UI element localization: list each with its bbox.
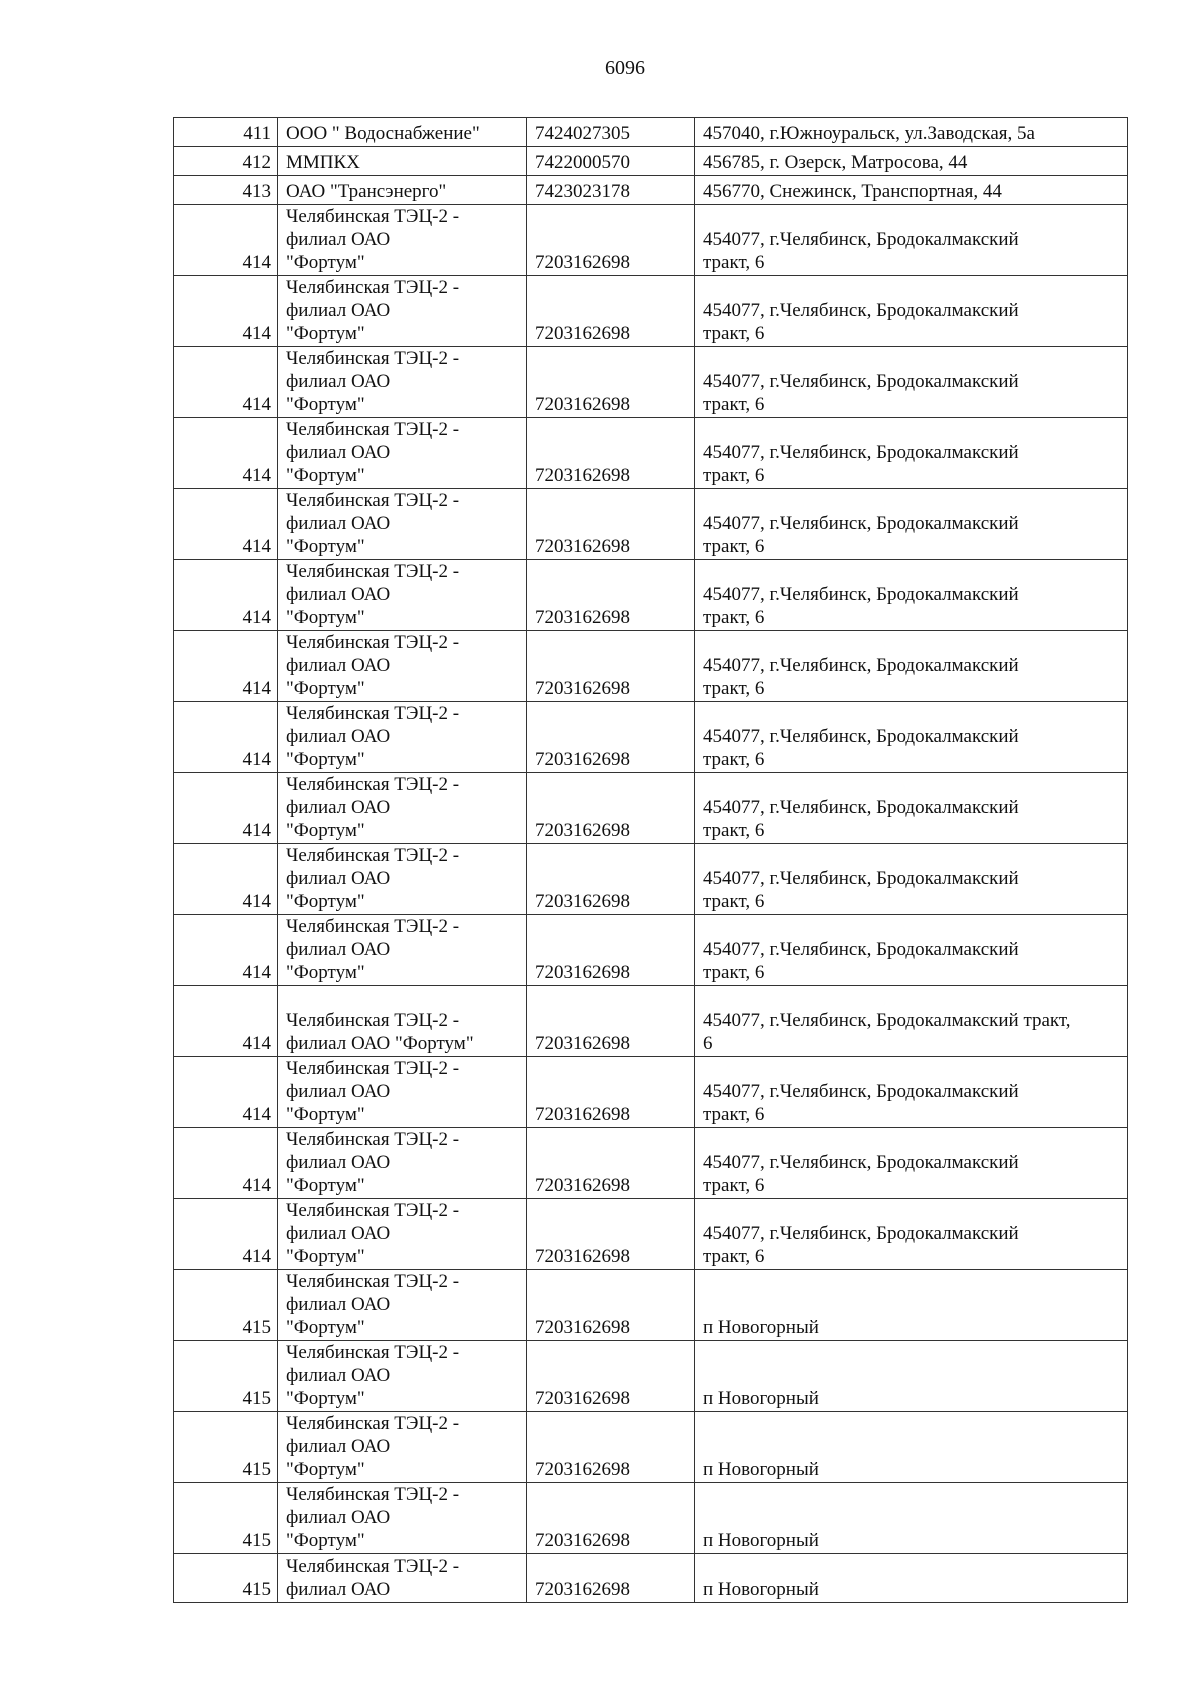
row-number: 414 [174, 276, 278, 347]
row-number: 414 [174, 773, 278, 844]
table-row [174, 1554, 1128, 1603]
organization-name: Челябинская ТЭЦ-2 - филиал ОАО "Фортум" [278, 276, 527, 347]
registry-table [173, 117, 1128, 1603]
table-row [174, 1057, 1128, 1128]
row-number: 415 [174, 1341, 278, 1412]
inn-code: 7422000570 [527, 147, 695, 176]
organization-name: ООО " Водоснабжение" [278, 118, 527, 147]
table-row [174, 205, 1128, 276]
table-row [174, 147, 1128, 176]
inn-code: 7203162698 [527, 1128, 695, 1199]
address: п Новогорный [695, 1483, 1128, 1554]
row-number: 414 [174, 915, 278, 986]
address: 454077, г.Челябинск, Бродокалмакский тракт, 6 [695, 915, 1128, 986]
row-number: 415 [174, 1270, 278, 1341]
inn-code: 7203162698 [527, 1199, 695, 1270]
row-number: 413 [174, 176, 278, 205]
table-row [174, 844, 1128, 915]
organization-name: Челябинская ТЭЦ-2 - филиал ОАО "Фортум" [278, 986, 527, 1057]
inn-code: 7203162698 [527, 844, 695, 915]
table-row [174, 702, 1128, 773]
row-number: 414 [174, 418, 278, 489]
address: 454077, г.Челябинск, Бродокалмакский тракт, 6 [695, 489, 1128, 560]
row-number: 414 [174, 702, 278, 773]
inn-code: 7203162698 [527, 1270, 695, 1341]
address: 454077, г.Челябинск, Бродокалмакский тракт, 6 [695, 276, 1128, 347]
row-number: 414 [174, 631, 278, 702]
table-row [174, 276, 1128, 347]
address: 454077, г.Челябинск, Бродокалмакский тракт, 6 [695, 702, 1128, 773]
address: 454077, г.Челябинск, Бродокалмакский тракт, 6 [695, 418, 1128, 489]
organization-name: Челябинская ТЭЦ-2 - филиал ОАО "Фортум" [278, 1128, 527, 1199]
inn-code: 7203162698 [527, 489, 695, 560]
table-row [174, 489, 1128, 560]
organization-name: Челябинская ТЭЦ-2 - филиал ОАО "Фортум" [278, 844, 527, 915]
address: п Новогорный [695, 1412, 1128, 1483]
address: п Новогорный [695, 1270, 1128, 1341]
address: 454077, г.Челябинск, Бродокалмакский тракт, 6 [695, 631, 1128, 702]
table-row [174, 1341, 1128, 1412]
organization-name: Челябинская ТЭЦ-2 - филиал ОАО "Фортум" [278, 631, 527, 702]
row-number: 414 [174, 986, 278, 1057]
organization-name: Челябинская ТЭЦ-2 - филиал ОАО "Фортум" [278, 1483, 527, 1554]
inn-code: 7203162698 [527, 1057, 695, 1128]
organization-name: Челябинская ТЭЦ-2 - филиал ОАО "Фортум" [278, 205, 527, 276]
inn-code: 7424027305 [527, 118, 695, 147]
address: 454077, г.Челябинск, Бродокалмакский тракт, 6 [695, 844, 1128, 915]
inn-code: 7203162698 [527, 773, 695, 844]
inn-code: 7203162698 [527, 347, 695, 418]
row-number: 414 [174, 1057, 278, 1128]
inn-code: 7203162698 [527, 205, 695, 276]
row-number: 414 [174, 489, 278, 560]
row-number: 414 [174, 347, 278, 418]
row-number: 414 [174, 1128, 278, 1199]
table-row [174, 986, 1128, 1057]
organization-name: Челябинская ТЭЦ-2 - филиал ОАО "Фортум" [278, 347, 527, 418]
table-row [174, 176, 1128, 205]
inn-code: 7203162698 [527, 276, 695, 347]
organization-name: Челябинская ТЭЦ-2 - филиал ОАО "Фортум" [278, 1270, 527, 1341]
organization-name: Челябинская ТЭЦ-2 - филиал ОАО "Фортум" [278, 418, 527, 489]
table-row [174, 118, 1128, 147]
address: п Новогорный [695, 1341, 1128, 1412]
address: 457040, г.Южноуральск, ул.Заводская, 5а [695, 118, 1128, 147]
table-row [174, 347, 1128, 418]
inn-code: 7203162698 [527, 631, 695, 702]
row-number: 414 [174, 1199, 278, 1270]
organization-name: Челябинская ТЭЦ-2 - филиал ОАО "Фортум" [278, 915, 527, 986]
row-number: 412 [174, 147, 278, 176]
table-row [174, 560, 1128, 631]
organization-name: Челябинская ТЭЦ-2 - филиал ОАО "Фортум" [278, 1341, 527, 1412]
organization-name: Челябинская ТЭЦ-2 - филиал ОАО [278, 1554, 527, 1603]
table-row [174, 1412, 1128, 1483]
address: 454077, г.Челябинск, Бродокалмакский тракт, 6 [695, 1128, 1128, 1199]
organization-name: Челябинская ТЭЦ-2 - филиал ОАО "Фортум" [278, 489, 527, 560]
table-row [174, 1270, 1128, 1341]
row-number: 414 [174, 205, 278, 276]
row-number: 415 [174, 1554, 278, 1603]
address: 454077, г.Челябинск, Бродокалмакский тракт, 6 [695, 773, 1128, 844]
inn-code: 7203162698 [527, 1554, 695, 1603]
inn-code: 7203162698 [527, 560, 695, 631]
inn-code: 7203162698 [527, 702, 695, 773]
address: 456770, Снежинск, Транспортная, 44 [695, 176, 1128, 205]
row-number: 414 [174, 560, 278, 631]
table-row [174, 915, 1128, 986]
organization-name: ММПКХ [278, 147, 527, 176]
row-number: 415 [174, 1412, 278, 1483]
table-row [174, 418, 1128, 489]
inn-code: 7203162698 [527, 915, 695, 986]
organization-name: ОАО "Трансэнерго" [278, 176, 527, 205]
inn-code: 7423023178 [527, 176, 695, 205]
table-row [174, 1128, 1128, 1199]
address: 456785, г. Озерск, Матросова, 44 [695, 147, 1128, 176]
address: 454077, г.Челябинск, Бродокалмакский тракт, 6 [695, 205, 1128, 276]
address: 454077, г.Челябинск, Бродокалмакский тракт, 6 [695, 1199, 1128, 1270]
organization-name: Челябинская ТЭЦ-2 - филиал ОАО "Фортум" [278, 560, 527, 631]
organization-name: Челябинская ТЭЦ-2 - филиал ОАО "Фортум" [278, 1199, 527, 1270]
table-row [174, 773, 1128, 844]
address: 454077, г.Челябинск, Бродокалмакский тракт, 6 [695, 347, 1128, 418]
address: 454077, г.Челябинск, Бродокалмакский тракт, 6 [695, 1057, 1128, 1128]
table-row [174, 1483, 1128, 1554]
table-row [174, 1199, 1128, 1270]
organization-name: Челябинская ТЭЦ-2 - филиал ОАО "Фортум" [278, 1412, 527, 1483]
inn-code: 7203162698 [527, 1341, 695, 1412]
row-number: 411 [174, 118, 278, 147]
table-row [174, 631, 1128, 702]
organization-name: Челябинская ТЭЦ-2 - филиал ОАО "Фортум" [278, 773, 527, 844]
inn-code: 7203162698 [527, 1412, 695, 1483]
inn-code: 7203162698 [527, 1483, 695, 1554]
inn-code: 7203162698 [527, 418, 695, 489]
page-number: 6096 [605, 57, 645, 79]
row-number: 414 [174, 844, 278, 915]
address: 454077, г.Челябинск, Бродокалмакский тракт, 6 [695, 986, 1128, 1057]
organization-name: Челябинская ТЭЦ-2 - филиал ОАО "Фортум" [278, 702, 527, 773]
inn-code: 7203162698 [527, 986, 695, 1057]
row-number: 415 [174, 1483, 278, 1554]
address: 454077, г.Челябинск, Бродокалмакский тракт, 6 [695, 560, 1128, 631]
organization-name: Челябинская ТЭЦ-2 - филиал ОАО "Фортум" [278, 1057, 527, 1128]
table-body [174, 118, 1128, 1603]
address: п Новогорный [695, 1554, 1128, 1603]
